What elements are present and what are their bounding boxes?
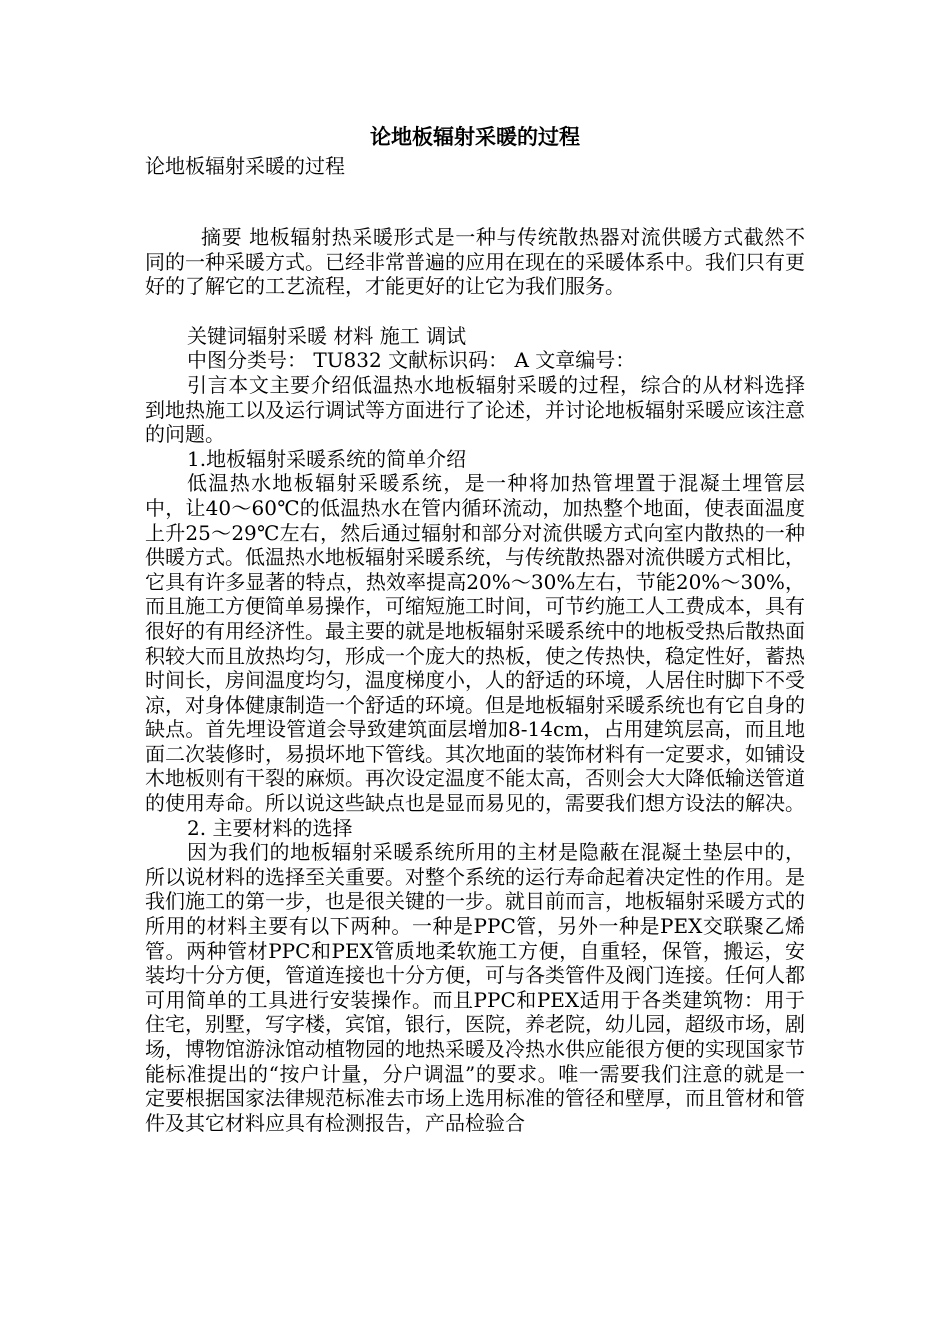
abstract-paragraph: 摘要 地板辐射热采暖形式是一种与传统散热器对流供暖方式截然不同的一种采暖方式。已经非常普遍的应用在现在的采暖体系中。我们只有更好的了解它的工艺流程，才能更好的让它为我们服务。 <box>145 225 805 299</box>
spacer <box>145 200 805 225</box>
intro-paragraph: 引言本文主要介绍低温热水地板辐射采暖的过程，综合的从材料选择到地热施工以及运行调试等方面进行了论述，并讨论地板辐射采暖应该注意的问题。 <box>145 372 805 447</box>
section-1-heading: 1.地板辐射采暖系统的简单介绍 <box>187 446 467 471</box>
document-subtitle: 论地板辐射采暖的过程 <box>145 154 345 178</box>
document-title: 论地板辐射采暖的过程 <box>370 124 580 149</box>
spacer <box>145 299 805 324</box>
section-2-heading: 2. 主要材料的选择 <box>187 815 353 840</box>
section-2-paragraph: 因为我们的地板辐射采暖系统所用的主材是隐蔽在混凝土垫层中的，所以说材料的选择至关重要。对整个系统的运行寿命起着决定性的作用。是我们施工的第一步，也是很关键的一步。就目前而言，地板辐射采暖方式的所用的材料主要有以下两种。一种是PPC管，另外一种是PEX交联聚乙烯管。两种管材PPC和PEX管质地柔软施工方便，自重轻，保管，搬运，安装均十分方便，管道连接也十分方便，可与各类管件及阀门连接。任何人都可用简单的工具进行安装操作。而且PPC和PEX适用于各类建筑物：用于住宅，别墅，写字楼，宾馆，银行，医院，养老院，幼儿园，超级市场，剧场，博物馆游泳馆动植物园的地热采暖及冷热水供应能很方便的实现国家节能标准提出的“按户计量，分户调温”的要求。唯一需要我们注意的就是一定要根据国家法律规范标准去市场上选用标准的管径和壁厚，而且管材和管件及其它材料应具有检测报告，产品检验合 <box>145 840 805 1135</box>
keywords-line: 关键词辐射采暖 材料 施工 调试 <box>187 323 467 348</box>
section-1-paragraph: 低温热水地板辐射采暖系统，是一种将加热管埋置于混凝土埋管层中，让40～60℃的低温热水在管内循环流动，加热整个地面，使表面温度上升25～29℃左右，然后通过辐射和部分对流供暖方式向室内散热的一种供暖方式。低温热水地板辐射采暖系统，与传统散热器对流供暖方式相比，它具有许多显著的特点，热效率提高20%～30%左右，节能20%～30%，而且施工方便简单易操作，可缩短施工时间，可节约施工人工费成本，具有很好的有用经济性。最主要的就是地板辐射采暖系统中的地板受热后散热面积较大而且放热均匀，形成一个庞大的热板，使之传热快，稳定性好，蓄热时间长，房间温度均匀，温度梯度小，人的舒适的环境，人居住时脚下不受凉，对身体健康制造一个舒适的环境。但是地板辐射采暖系统也有它自身的缺点。首先埋设管道会导致建筑面层增加8-14cm，占用建筑层高，而且地面二次装修时，易损坏地下管线。其次地面的装饰材料有一定要求，如铺设木地板则有干裂的麻烦。再次设定温度不能太高，否则会大大降低输送管道的使用寿命。所以说这些缺点也是显而易见的，需要我们想方设法的解决。 <box>145 471 805 816</box>
document-body <box>145 200 805 1135</box>
classification-line: 中图分类号： TU832 文献标识码： A 文章编号： <box>187 348 636 373</box>
